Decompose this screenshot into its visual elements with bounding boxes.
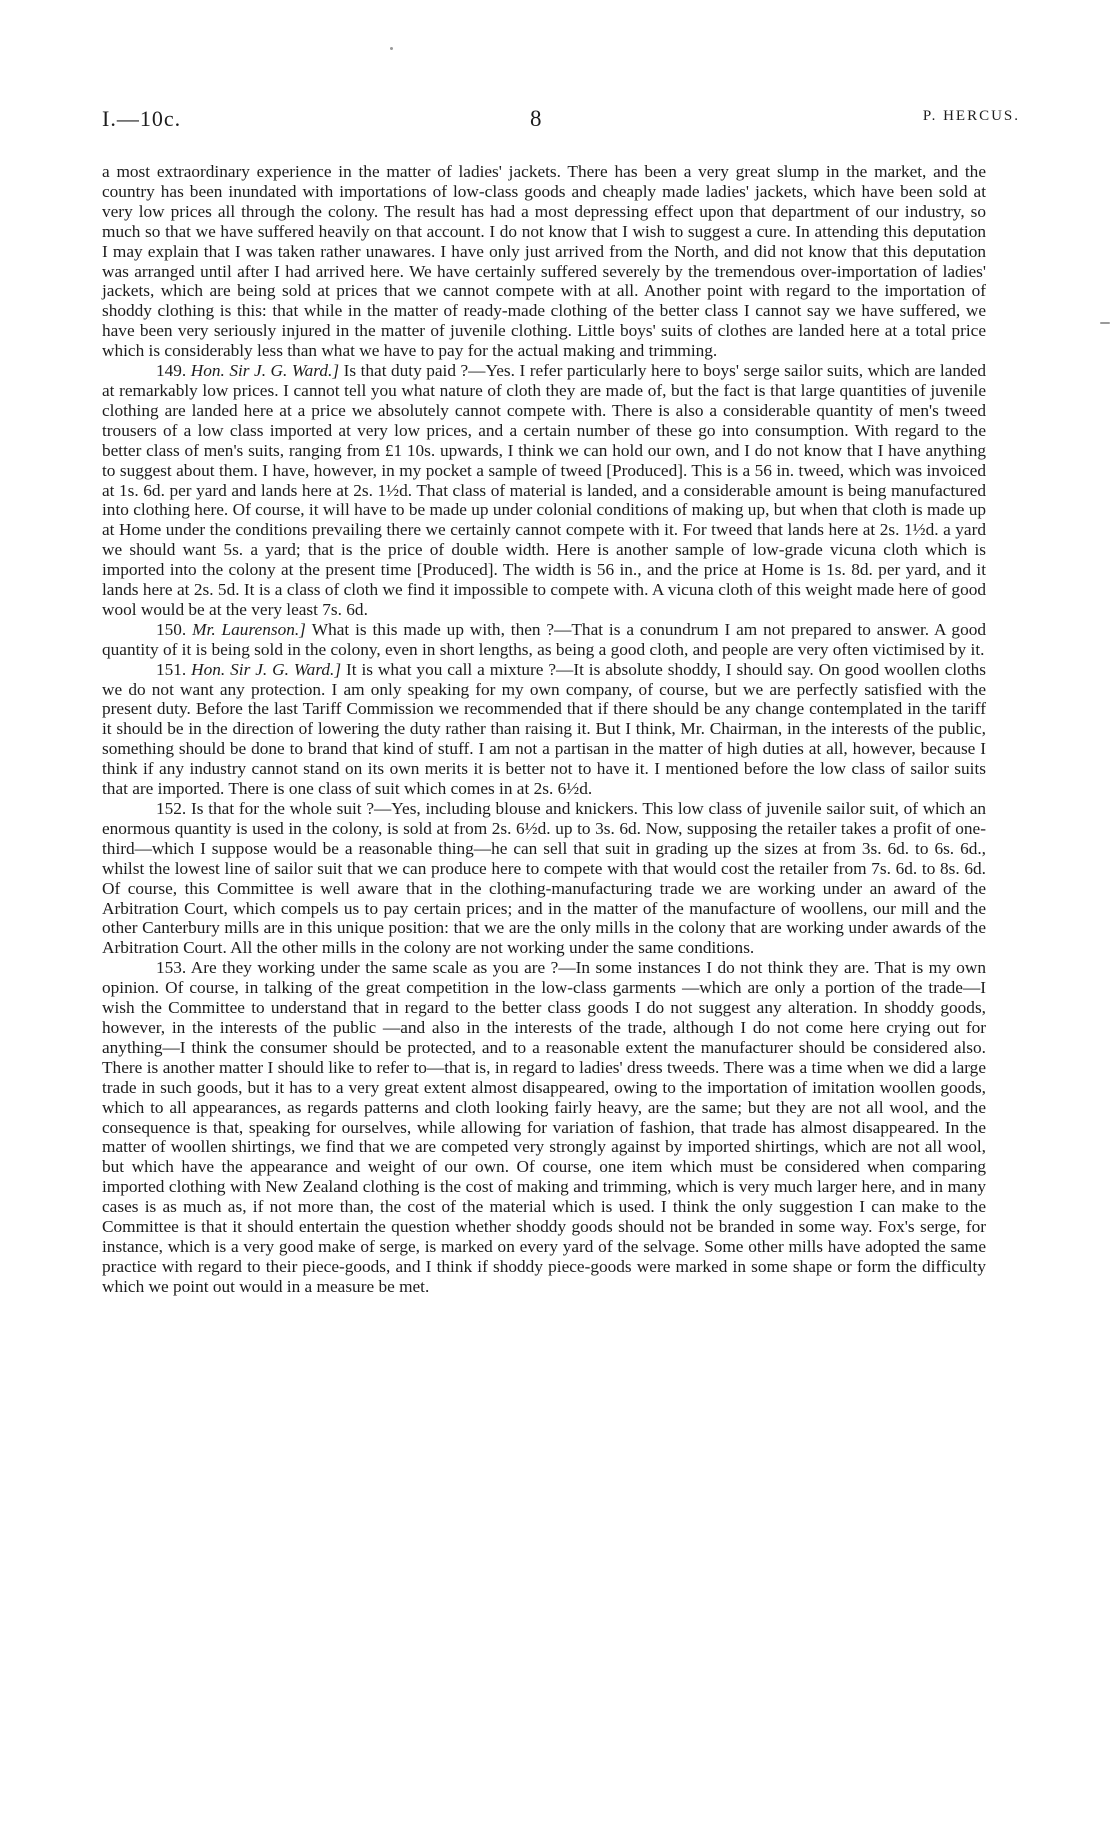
- paragraph-text: a most extraordinary experience in the matter of ladies' jackets. There has been a very great slump in the market, and the country has been inundated with importations of low-class goods and cheaply made ladies' jackets, which have been sold at very low prices all through the colony. The result has had a most depressing effect upon that department of our industry, so much so that we have suffered heavily on that account. I do not know that I wish to suggest a cure. In attending this deputation I may explain that I was taken rather unawares. I have only just arrived from the North, and did not know that this deputation was arranged until after I had arrived here. We have certainly suffered severely by the tremendous over-importation of ladies' jackets, which are being sold at prices that we cannot compete with at all. Another point with regard to the importation of shoddy clothing is this: that while in the matter of ready-made clothing of the better class I cannot say we have suffered, we have been very seriously injured in the matter of juvenile clothing. Little boys' suits of clothes are landed here at a total price which is considerably less than what we have to pay for the actual making and trimming.: [102, 162, 986, 361]
- speaker-name: Hon. Sir J. G. Ward.]: [191, 659, 347, 679]
- question-149: [102, 361, 986, 620]
- scan-speck: [390, 47, 393, 50]
- question-number: 149.: [156, 361, 191, 381]
- paper-reference: I.—10c.: [102, 106, 182, 131]
- witness-name: P. HERCUS.: [922, 108, 1020, 124]
- paragraph-text: It is what you call a mixture ?—It is absolute shoddy, I should say. On good woollen cloths we do not want any protection. I am only speaking for my own company, of course, but we are perfectly satisfied with the present duty. Before the last Tariff Commission we recommended that if there should be any change contemplated in the tariff it should be in the direction of lowering the duty rather than raising it. But I think, Mr. Chairman, in the interests of the public, something should be done to brand that kind of stuff. I am not a partisan in the matter of high duties at all, however, because I think if any industry cannot stand on its own merits it is better not to have it. I mentioned before the low class of sailor suits that are imported. There is one class of suit which comes in at 2s. 6½d.: [102, 659, 987, 799]
- question-number: 153.: [156, 958, 191, 978]
- speaker-name: Mr. Laurenson.]: [192, 619, 312, 639]
- page-number: 8: [530, 106, 542, 131]
- question-150: [102, 620, 986, 660]
- speaker-name: Hon. Sir J. G. Ward.]: [190, 361, 344, 381]
- question-152: [102, 799, 986, 958]
- question-151: [102, 660, 986, 799]
- scan-speck: [1100, 322, 1110, 324]
- paragraph-text: Is that for the whole suit ?—Yes, including blouse and knickers. This low class of juvenile sailor suit, of which an enormous quantity is used in the colony, is sold at from 2s. 6½d. up to 3s. 6d. Now, supposing the retailer takes a profit of one-third—which I suppose would be a reasonable thing—he can sell that suit in grading up the sizes at from 3s. 6d. to 6s. 6d., whilst the lowest line of sailor suit that we can produce here to compete with that would cost the retailer from 7s. 6d. to 8s. 6d. Of course, this Committee is well aware that in the clothing-manufacturing trade we are working under an award of the Arbitration Court, which compels us to pay certain prices; and in the matter of the manufacture of woollens, our mill and the other Canterbury mills are in this unique position: that we are the only mills in the colony that are working under awards of the Arbitration Court. All the other mills in the colony are not working under the same conditions.: [102, 799, 987, 958]
- paragraph-text: Is that duty paid ?—Yes. I refer particularly here to boys' serge sailor suits, which are landed at remarkably low prices. I cannot tell you what nature of cloth they are made of, but the fact is that large quantities of juvenile clothing are landed here at a price we absolutely cannot compete with. There is also a considerable quantity of men's tweed trousers of a low class imported at very low prices, and a certain number of these go into consumption. With regard to the better class of men's suits, ranging from £1 10s. upwards, I think we can hold our own, and I do not know that I have anything to suggest about them. I have, however, in my pocket a sample of tweed [Produced]. This is a 56 in. tweed, which was invoiced at 1s. 6d. per yard and lands here at 2s. 1½d. That class of material is landed, and a considerable amount is being manufactured into clothing here. Of course, it will have to be made up under colonial conditions of making up, but when that cloth is made up at Home under the conditions prevailing there we certainly cannot compete with it. For tweed that lands here at 2s. 1½d. a yard we should want 5s. a yard; that is the price of double width. Here is another sample of low-grade vicuna cloth which is imported into the colony at the present time [Produced]. The width is 56 in., and the price at Home is 1s. 8d. per yard, and it lands here at 2s. 5d. It is a class of cloth we find it impossible to compete with. A vicuna cloth of this weight made here of good wool would be at the very least 7s. 6d.: [102, 361, 986, 619]
- paragraph-text: What is this made up with, then ?—That is a conundrum I am not prepared to answer. A good quantity of it is being sold in the colony, even in short lengths, as being a good cloth, and people are very often victimised by it.: [102, 619, 986, 659]
- question-number: 150.: [156, 619, 193, 639]
- paragraph-text: Are they working under the same scale as you are ?—In some instances I do not think they are. That is my own opinion. Of course, in talking of the great competition in the low-class garments —which are only a portion of the trade—I wish the Committee to understand that in regard to the better class goods I do not suggest any alteration. In shoddy goods, however, in the interests of the public —and also in the interests of the trade, although I do not come here crying out for anything—I think the consumer should be protected, and to a reasonable extent the manufacturer should be considered also. There is another matter I should like to refer to—that is, in regard to ladies' dress tweeds. There was a time when we did a large trade in such goods, but it has to a very great extent almost disappeared, owing to the importation of imitation woollen goods, which to all appearances, as regards patterns and cloth looking fairly heavy, are the same; but they are not all wool, and the consequence is that, speaking for ourselves, while allowing for variation of fashion, that trade has almost disappeared. In the matter of woollen shirtings, we find that we are competed very strongly against by imported shirtings, which are not all wool, but which have the appearance and weight of our own. Of course, one item which must be considered when comparing imported clothing with New Zealand clothing is the cost of making and trimming, which is very much larger here, and in many cases is as much as, if not more than, the cost of the material which is used. I think the only suggestion I can make to the Committee is that it should entertain the question whether shoddy goods should not be branded in some way. Fox's serge, for instance, which is a very good make of serge, is marked on every yard of the selvage. Some other mills have adopted the same practice with regard to their piece-goods, and I think if shoddy piece-goods were marked in some shape or form the difficulty which we point out would in a measure be met.: [102, 958, 986, 1296]
- question-number: 151.: [156, 659, 192, 679]
- question-153: [102, 958, 986, 1296]
- page-header: [102, 106, 1020, 136]
- paragraph-continuation: [102, 162, 986, 361]
- question-number: 152.: [156, 799, 191, 818]
- evidence-text: [102, 162, 986, 1297]
